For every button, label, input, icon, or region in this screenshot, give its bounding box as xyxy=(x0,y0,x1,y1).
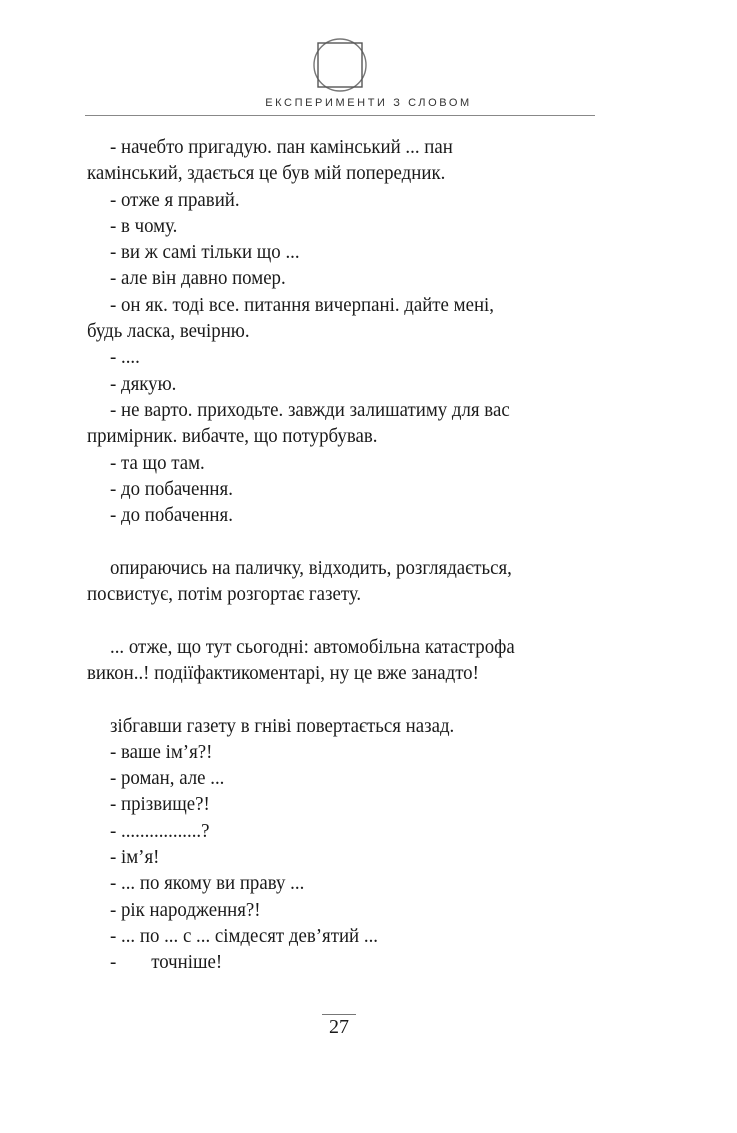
text-line: - .................? xyxy=(110,819,210,842)
text-line: - роман, але ... xyxy=(110,767,225,790)
text-line: - ваше ім’я?! xyxy=(110,740,213,763)
text-line: - ім’я! xyxy=(110,846,160,869)
square-in-circle-logo-icon xyxy=(312,37,368,93)
paragraph-gap xyxy=(87,686,556,712)
header-rule xyxy=(85,115,595,116)
text-line: - он як. тоді все. питання вичерпані. дайте мені, xyxy=(110,293,494,316)
paragraph-gap xyxy=(87,607,556,633)
paragraph-gap xyxy=(87,528,556,554)
text-line: будь ласка, вечірню. xyxy=(87,320,250,343)
text-line: - не варто. приходьте. завжди залишатиму для вас xyxy=(110,398,510,421)
text-line: - .... xyxy=(110,346,140,369)
text-line: - але він давно помер. xyxy=(110,267,286,290)
text-line: зібгавши газету в гніві повертається назад. xyxy=(110,714,455,737)
text-line: - рік народження?! xyxy=(110,898,261,921)
text-line: опираючись на паличку, відходить, розглядається, xyxy=(110,556,512,579)
text-line: - ... по ... с ... сімдесят дев’ятий ... xyxy=(110,924,379,947)
text-line: - прізвище?! xyxy=(110,793,210,816)
text-line: посвистує, потім розгортає газету. xyxy=(87,583,362,606)
text-line: - до побачення. xyxy=(110,504,233,527)
page-number: 27 xyxy=(322,1014,356,1039)
text-line: - в чому. xyxy=(110,214,178,237)
dash: - xyxy=(110,951,117,974)
text-line: - отже я правий. xyxy=(110,188,240,211)
running-header-title: ЕКСПЕРИМЕНТИ З СЛОВОМ xyxy=(265,97,472,109)
text-line: викон..! подіїфактикоментарі, ну це вже занадто! xyxy=(87,661,479,684)
exclamation-word: точніше! xyxy=(151,951,223,974)
text-line: - ви ж самі тільки що ... xyxy=(110,241,300,264)
text-line: - та що там. xyxy=(110,451,205,474)
text-line: - начебто пригадую. пан камінський ... пан xyxy=(110,136,453,158)
text-line: - дякую. xyxy=(110,372,177,395)
text-line: - ... по якому ви праву ... xyxy=(110,872,305,895)
text-line: ... отже, що тут сьогодні: автомобільна катастрофа xyxy=(110,635,515,658)
text-line: примірник. вибачте, що потурбував. xyxy=(87,425,378,448)
text-line: камінський, здається це був мій попередник. xyxy=(87,162,446,185)
text-line xyxy=(87,949,556,975)
page-body xyxy=(87,134,556,976)
text-line: - до побачення. xyxy=(110,477,233,500)
